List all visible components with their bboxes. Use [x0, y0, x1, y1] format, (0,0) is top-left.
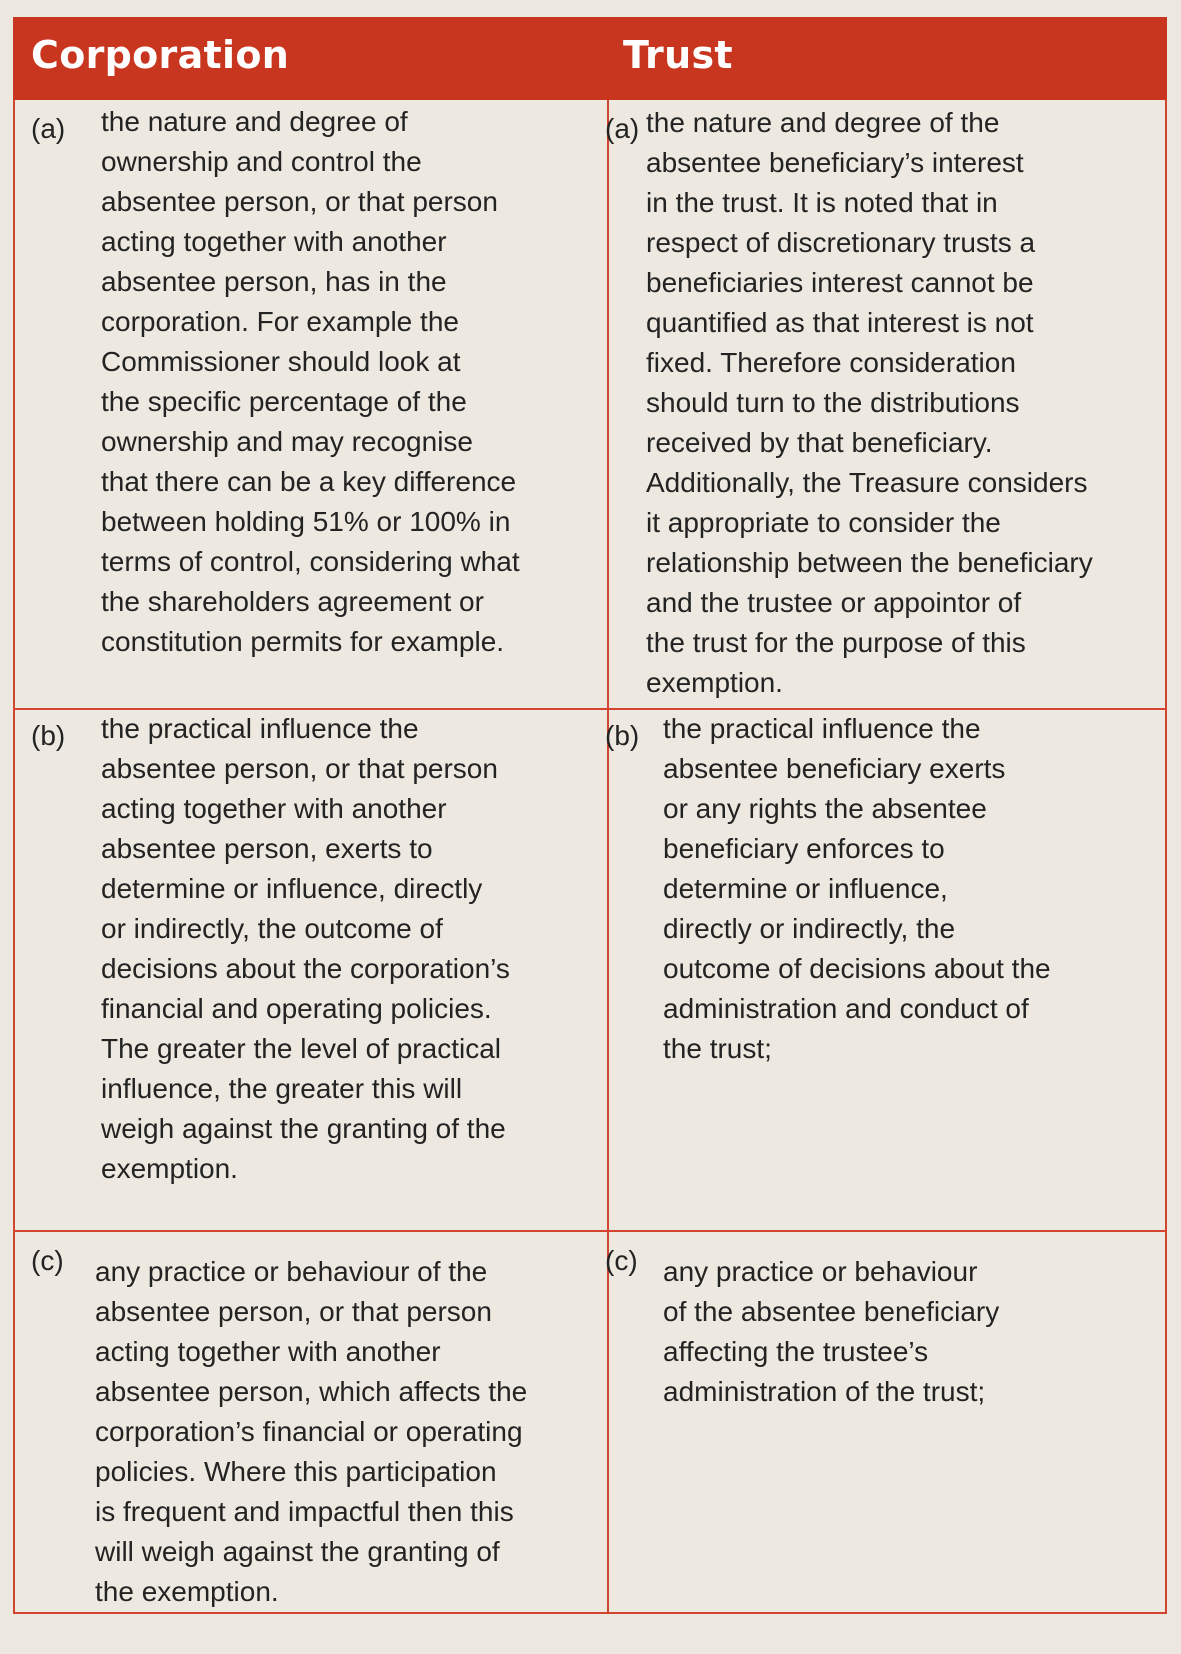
corporation-marker-a: (a): [31, 113, 66, 144]
trust-marker-b: (b): [605, 720, 640, 751]
corporation-marker-b: (b): [31, 720, 66, 751]
comparison-table: [13, 17, 1167, 1614]
header-corporation: Corporation: [31, 33, 290, 77]
trust-marker-c: (c): [605, 1245, 638, 1276]
corporation-marker-c: (c): [31, 1245, 64, 1276]
header-trust: Trust: [623, 33, 733, 77]
trust-marker-a: (a): [605, 113, 640, 144]
trust-text-b: the practical influence the absentee beneficiary exerts or any rights the absentee beneficiary enforces to determine or influence, directly or indirectly, the outcome of decisions about the administration and conduct of the trust;: [663, 713, 1051, 1064]
corporation-text-a: the nature and degree of ownership and control the absentee person, or that person acting together with another absentee person, has in the corporation. For example the Commissioner should look at the specific percentage of the ownership and may recognise that there can be a key difference between holding 51% or 100% in terms of control, considering what the shareholders agreement or constitution permits for example.: [101, 106, 520, 657]
corporation-text-b: the practical influence the absentee person, or that person acting together with another absentee person, exerts to determine or influence, directly or indirectly, the outcome of decisions about the corporation’s financial and operating policies. The greater the level of practical influence, the greater this will weigh against the granting of the exemption.: [101, 713, 510, 1184]
table-header: [13, 17, 1167, 100]
column-divider: [607, 100, 609, 1612]
trust-text-a: the nature and degree of the absentee beneficiary’s interest in the trust. It is noted that in respect of discretionary trusts a beneficiaries interest cannot be quantified as that interest is not fixed. Therefore consideration should turn to the distributions received by that beneficiary. Additionally, the Treasure considers it appropriate to consider the relationship between the beneficiary and the trustee or appointor of the trust for the purpose of this exemption.: [646, 107, 1093, 698]
row-divider-2: [15, 1230, 1165, 1232]
corporation-text-c: any practice or behaviour of the absentee person, or that person acting together with another absentee person, which affects the corporation’s financial or operating policies. Where this participation is frequent and impactful then this will weigh against the granting of the exemption.: [95, 1256, 528, 1607]
trust-text-c: any practice or behaviour of the absentee beneficiary affecting the trustee’s administration of the trust;: [663, 1256, 1000, 1407]
